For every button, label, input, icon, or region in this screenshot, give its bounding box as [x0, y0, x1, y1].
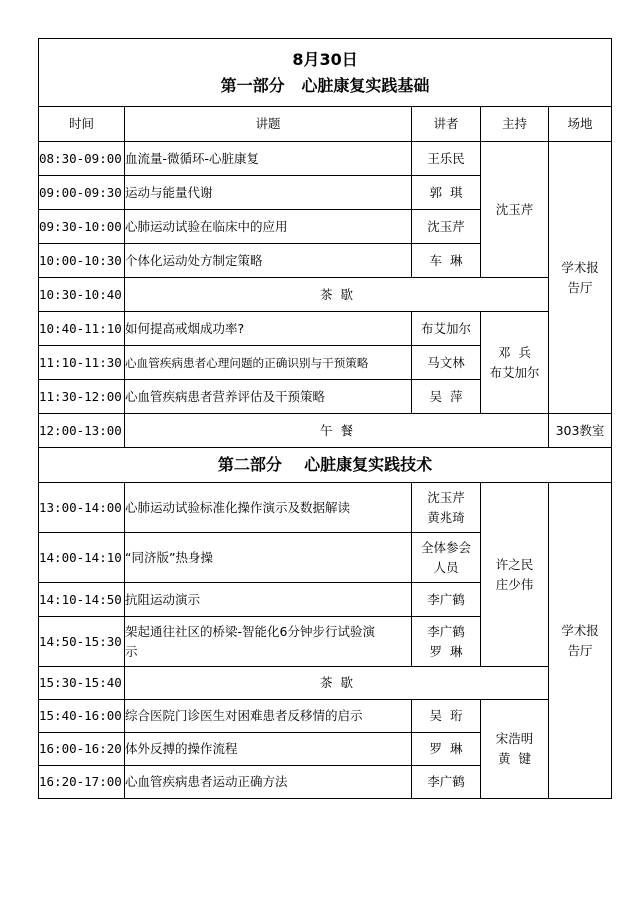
- col-header-host: 主持: [481, 107, 549, 142]
- speaker-line: 全体参会: [420, 539, 471, 555]
- column-header-row: [39, 107, 612, 142]
- break-row: [39, 667, 612, 700]
- topic-cell: 心血管疾病患者运动正确方法: [125, 766, 412, 799]
- speaker-cell: [412, 617, 481, 667]
- part2-heading: 第二部分 心脏康复实践技术: [217, 455, 433, 474]
- col-header-speaker: 讲者: [412, 107, 481, 142]
- table-row: [39, 142, 612, 176]
- topic-cell: 综合医院门诊医生对困难患者反移情的启示: [125, 700, 412, 733]
- topic-line: 示: [125, 643, 138, 659]
- host-line: 黄 键: [498, 751, 531, 766]
- host-cell: [481, 312, 549, 414]
- header-cell: [39, 39, 612, 107]
- speaker-cell: 李广鹤: [412, 583, 481, 617]
- speaker-cell: 郭 琪: [412, 176, 481, 210]
- time-cell: 09:30-10:00: [39, 210, 125, 244]
- time-cell: 09:00-09:30: [39, 176, 125, 210]
- table-row: [39, 700, 612, 733]
- time-cell: 10:30-10:40: [39, 278, 125, 312]
- part2-heading-cell: [39, 448, 612, 483]
- speaker-cell: [412, 533, 481, 583]
- host-cell: 沈玉芹: [481, 142, 549, 278]
- time-cell: 16:20-17:00: [39, 766, 125, 799]
- venue-line: 学术报: [561, 259, 599, 275]
- venue-line: 告厅: [567, 279, 593, 295]
- venue-cell: [549, 142, 612, 414]
- time-cell: 14:50-15:30: [39, 617, 125, 667]
- col-header-topic: 讲题: [125, 107, 412, 142]
- time-cell: 12:00-13:00: [39, 414, 125, 448]
- host-cell: [481, 483, 549, 667]
- lunch-row: [39, 414, 612, 448]
- speaker-cell: 布艾加尔: [412, 312, 481, 346]
- host-cell: [481, 700, 549, 799]
- venue-line: 告厅: [567, 642, 593, 658]
- time-cell: 16:00-16:20: [39, 733, 125, 766]
- host-line: 许之民: [495, 556, 534, 572]
- topic-cell: “同济版”热身操: [125, 533, 412, 583]
- col-header-time: 时间: [39, 107, 125, 142]
- part2-header-row: [39, 448, 612, 483]
- topic-cell: 如何提高戒烟成功率?: [125, 312, 412, 346]
- speaker-line: 沈玉芹: [427, 489, 465, 505]
- time-cell: 10:00-10:30: [39, 244, 125, 278]
- speaker-line: 黄兆琦: [427, 509, 465, 525]
- venue-cell: [549, 483, 612, 799]
- part1-heading: 第一部分 心脏康复实践基础: [220, 75, 430, 95]
- break-row: [39, 278, 612, 312]
- topic-cell: 心血管疾病患者营养评估及干预策略: [125, 380, 412, 414]
- topic-cell: 抗阻运动演示: [125, 583, 412, 617]
- speaker-cell: 罗 琳: [412, 733, 481, 766]
- venue-line: 学术报: [561, 622, 599, 638]
- time-cell: 14:00-14:10: [39, 533, 125, 583]
- host-line: 邓 兵: [498, 344, 531, 360]
- topic-cell: 心血管疾病患者心理问题的正确识别与干预策略: [125, 346, 412, 380]
- time-cell: 13:00-14:00: [39, 483, 125, 533]
- topic-cell: [125, 617, 412, 667]
- topic-cell: 心肺运动试验标准化操作演示及数据解读: [125, 483, 412, 533]
- topic-cell: 血流量-微循环-心脏康复: [125, 142, 412, 176]
- time-cell: 14:10-14:50: [39, 583, 125, 617]
- lunch-cell: 午 餐: [125, 414, 549, 448]
- speaker-line: 人员: [433, 559, 459, 575]
- time-cell: 15:40-16:00: [39, 700, 125, 733]
- speaker-cell: 车 琳: [412, 244, 481, 278]
- speaker-cell: [412, 483, 481, 533]
- time-cell: 15:30-15:40: [39, 667, 125, 700]
- speaker-cell: 王乐民: [412, 142, 481, 176]
- speaker-cell: 马文林: [412, 346, 481, 380]
- header-row: [39, 39, 612, 107]
- speaker-line: 李广鹤: [427, 623, 465, 639]
- topic-cell: 体外反搏的操作流程: [125, 733, 412, 766]
- topic-cell: 心肺运动试验在临床中的应用: [125, 210, 412, 244]
- time-cell: 08:30-09:00: [39, 142, 125, 176]
- time-cell: 11:10-11:30: [39, 346, 125, 380]
- break-cell: 茶 歇: [125, 667, 549, 700]
- speaker-line: 罗 琳: [429, 643, 463, 659]
- speaker-cell: 吴 珩: [412, 700, 481, 733]
- break-cell: 茶 歇: [125, 278, 549, 312]
- topic-line: 架起通往社区的桥梁-智能化6分钟步行试验演: [125, 623, 375, 639]
- host-line: 庄少伟: [495, 576, 534, 592]
- host-line: 布艾加尔: [489, 364, 540, 380]
- speaker-cell: 吴 萍: [412, 380, 481, 414]
- speaker-cell: 沈玉芹: [412, 210, 481, 244]
- schedule-table: [38, 38, 612, 799]
- table-row: [39, 483, 612, 533]
- date-heading: 8月30日: [292, 49, 358, 69]
- topic-cell: 个体化运动处方制定策略: [125, 244, 412, 278]
- venue-cell: 303教室: [549, 414, 612, 448]
- table-row: [39, 312, 612, 346]
- time-cell: 10:40-11:10: [39, 312, 125, 346]
- time-cell: 11:30-12:00: [39, 380, 125, 414]
- speaker-cell: 李广鹤: [412, 766, 481, 799]
- col-header-venue: 场地: [549, 107, 612, 142]
- topic-cell: 运动与能量代谢: [125, 176, 412, 210]
- host-line: 宋浩明: [495, 731, 534, 746]
